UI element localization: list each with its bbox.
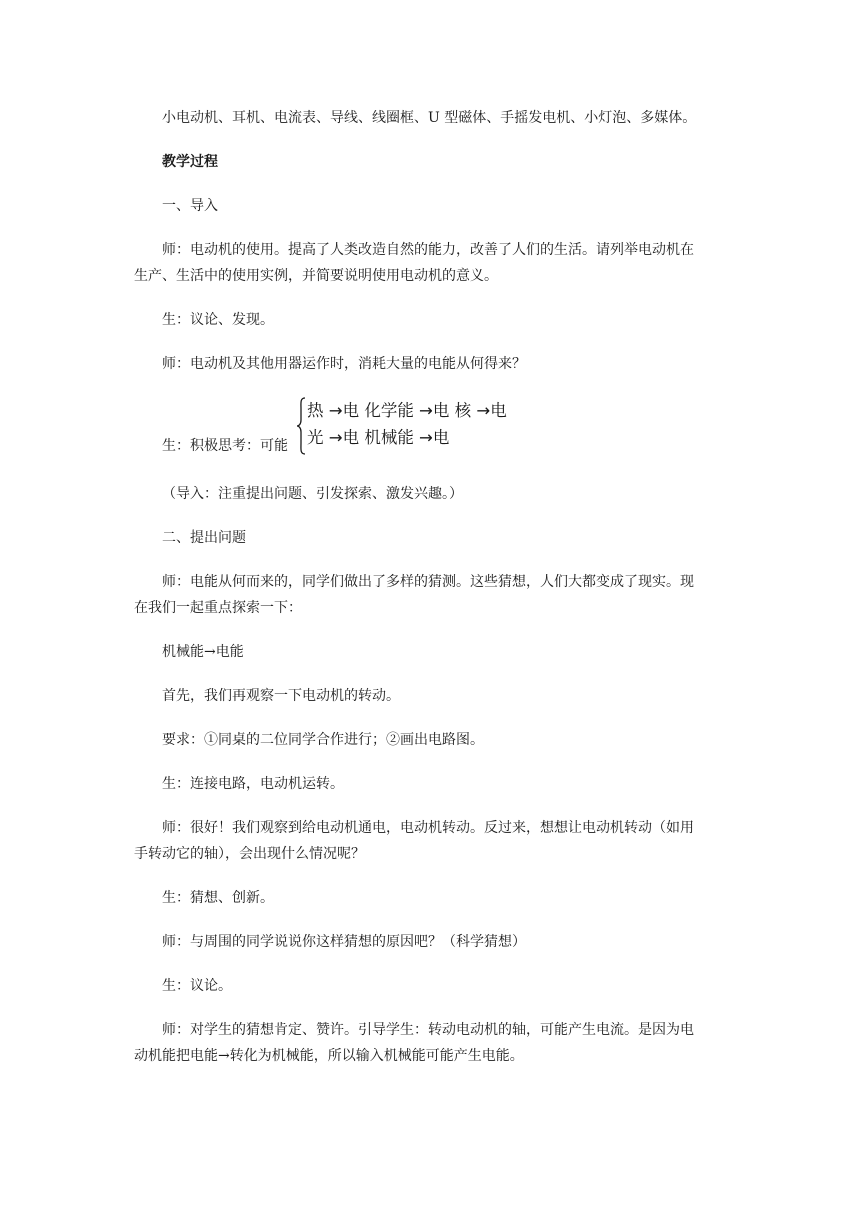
teacher-line-1b: 生产、生活中的使用实例，并简要说明使用电动机的意义。 <box>134 268 498 284</box>
teacher-line-2: 师：电动机及其他用器运作时，消耗大量的电能从何得来？ <box>162 356 526 372</box>
section-heading-question: 二、提出问题 <box>162 530 246 546</box>
curly-brace-icon <box>296 397 306 455</box>
section-heading-intro: 一、导入 <box>162 198 218 214</box>
energy-formula-row-1: 热 →电 化学能 →电 核 →电 <box>307 401 507 420</box>
student-line-5: 生：议论。 <box>162 978 232 994</box>
observe-line: 首先，我们再观察一下电动机的转动。 <box>162 688 400 704</box>
requirement-line: 要求：①同桌的二位同学合作进行；②画出电路图。 <box>162 732 484 748</box>
teacher-line-4a: 师：很好！我们观察到给电动机通电，电动机转动。反过来，想想让电动机转动（如用 <box>162 820 694 836</box>
teacher-line-6a: 师：对学生的猜想肯定、赞许。引导学生：转动电动机的轴，可能产生电流。是因为电 <box>162 1022 694 1038</box>
heading-teaching-process: 教学过程 <box>162 154 218 170</box>
student-line-1: 生：议论、发现。 <box>162 312 274 328</box>
student-line-2-prefix: 生：积极思考：可能 <box>162 438 288 454</box>
materials-line: 小电动机、耳机、电流表、导线、线圈框、U 型磁体、手摇发电机、小灯泡、多媒体。 <box>162 110 697 126</box>
teacher-line-1a: 师：电动机的使用。提高了人类改造自然的能力，改善了人们的生活。请列举电动机在 <box>162 242 694 258</box>
teacher-line-5: 师：与周围的同学说说你这样猜想的原因吧？（科学猜想） <box>162 934 526 950</box>
teacher-line-6b: 动机能把电能→转化为机械能，所以输入机械能可能产生电能。 <box>134 1048 524 1064</box>
teacher-line-3b: 在我们一起重点探索一下： <box>134 600 302 616</box>
student-line-3: 生：连接电路，电动机运转。 <box>162 776 344 792</box>
intro-note: （导入：注重提出问题、引发探索、激发兴趣。） <box>162 486 463 502</box>
teacher-line-4b: 手转动它的轴），会出现什么情况呢？ <box>134 846 365 862</box>
mechanical-to-electric-line: 机械能→电能 <box>162 644 244 660</box>
teacher-line-3a: 师：电能从何而来的，同学们做出了多样的猜测。这些猜想，人们大都变成了现实。现 <box>162 574 694 590</box>
energy-formula-row-2: 光 →电 机械能 →电 <box>307 428 450 447</box>
student-line-4: 生：猜想、创新。 <box>162 890 274 906</box>
